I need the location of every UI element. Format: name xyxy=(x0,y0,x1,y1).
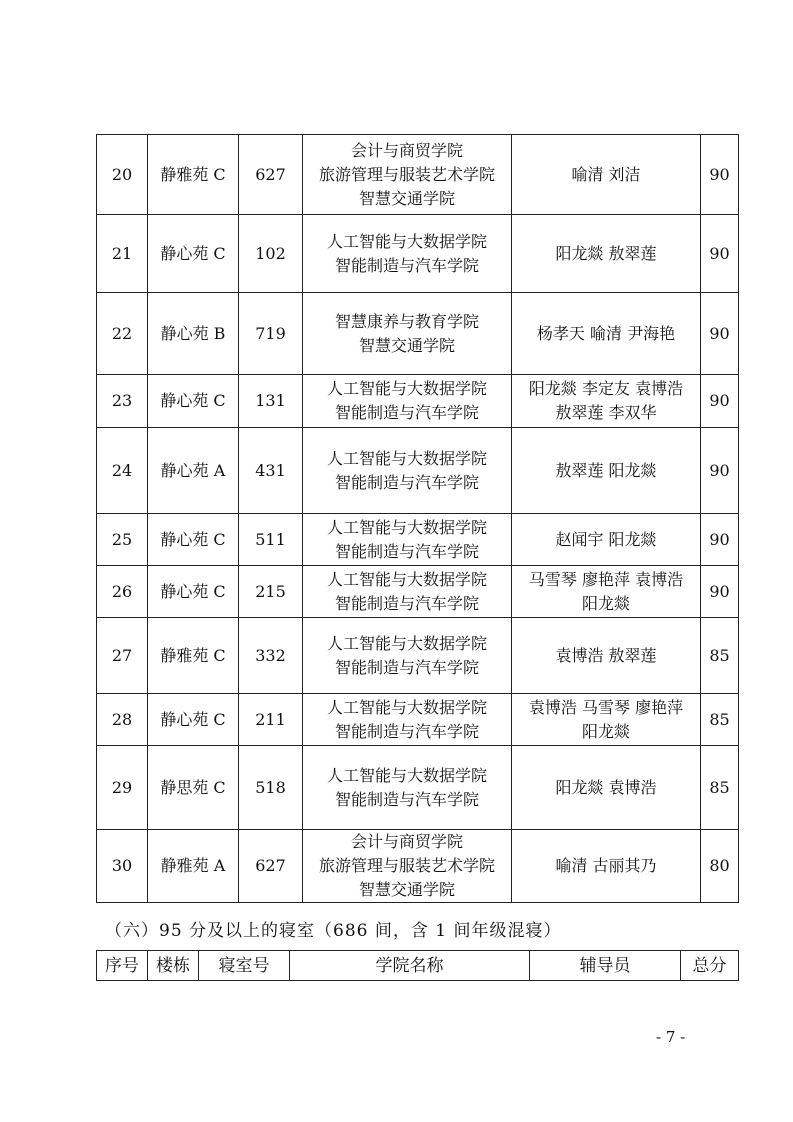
table-row xyxy=(97,694,739,746)
header-college: 学院名称 xyxy=(290,951,530,981)
dormitory-score-table xyxy=(96,134,739,903)
cell-college-line: 人工智能与大数据学院 xyxy=(326,231,487,251)
cell-room: 215 xyxy=(239,566,303,618)
cell-counselor-line: 喻清 古丽其乃 xyxy=(555,856,657,875)
cell-no: 24 xyxy=(97,428,148,514)
cell-counselor xyxy=(512,566,701,618)
cell-counselor xyxy=(512,694,701,746)
cell-counselor-line: 阳龙燚 袁博浩 xyxy=(555,777,657,797)
cell-college-line: 人工智能与大数据学院 xyxy=(326,448,487,468)
cell-building: 静心苑 C xyxy=(148,566,239,618)
cell-college-line: 旅游管理与服装艺术学院 xyxy=(318,856,495,875)
cell-counselor-line: 杨孝天 喻清 尹海艳 xyxy=(536,323,676,343)
cell-room: 211 xyxy=(239,694,303,746)
cell-college-line: 会计与商贸学院 xyxy=(350,140,463,160)
cell-college xyxy=(303,514,512,566)
cell-room: 511 xyxy=(239,514,303,566)
cell-college-line: 智能制造与汽车学院 xyxy=(334,721,479,741)
header-room: 寝室号 xyxy=(199,951,290,981)
cell-college-line: 智能制造与汽车学院 xyxy=(334,541,479,561)
header-no: 序号 xyxy=(97,951,148,981)
cell-college-line: 智慧交通学院 xyxy=(358,335,455,355)
cell-counselor xyxy=(512,830,701,903)
table-row xyxy=(97,215,739,293)
cell-no: 26 xyxy=(97,566,148,618)
cell-building: 静心苑 C xyxy=(148,375,239,428)
cell-college-line: 人工智能与大数据学院 xyxy=(326,633,487,653)
cell-college xyxy=(303,215,512,293)
cell-college xyxy=(303,293,512,375)
cell-counselor xyxy=(512,514,701,566)
cell-no: 20 xyxy=(97,135,148,215)
cell-building: 静心苑 A xyxy=(148,428,239,514)
header-row xyxy=(97,951,739,981)
cell-college xyxy=(303,746,512,830)
cell-counselor-line: 敖翠莲 阳龙燚 xyxy=(555,460,657,480)
cell-score: 85 xyxy=(701,618,739,694)
cell-counselor-line: 阳龙燚 xyxy=(581,593,630,613)
cell-college xyxy=(303,375,512,428)
cell-counselor-line: 喻清 刘洁 xyxy=(571,164,641,184)
cell-college-line: 人工智能与大数据学院 xyxy=(326,765,487,785)
cell-room: 102 xyxy=(239,215,303,293)
cell-counselor xyxy=(512,215,701,293)
cell-college xyxy=(303,618,512,694)
cell-college-line: 智能制造与汽车学院 xyxy=(334,255,479,275)
cell-no: 22 xyxy=(97,293,148,375)
cell-college-line: 人工智能与大数据学院 xyxy=(326,517,487,537)
cell-building: 静心苑 C xyxy=(148,694,239,746)
cell-building: 静心苑 C xyxy=(148,215,239,293)
cell-college xyxy=(303,566,512,618)
cell-college-line: 人工智能与大数据学院 xyxy=(326,379,487,398)
cell-score: 90 xyxy=(701,375,739,428)
table-row xyxy=(97,135,739,215)
cell-no: 30 xyxy=(97,830,148,903)
header-counselor: 辅导员 xyxy=(530,951,681,981)
cell-counselor-line: 阳龙燚 xyxy=(581,721,630,741)
cell-building: 静心苑 B xyxy=(148,293,239,375)
cell-room: 719 xyxy=(239,293,303,375)
cell-room: 431 xyxy=(239,428,303,514)
header-score: 总分 xyxy=(681,951,739,981)
cell-counselor-line: 马雪琴 廖艳萍 袁博浩 xyxy=(528,569,684,589)
cell-counselor xyxy=(512,746,701,830)
cell-college xyxy=(303,135,512,215)
cell-college-line: 智能制造与汽车学院 xyxy=(334,472,479,492)
cell-building: 静雅苑 C xyxy=(148,135,239,215)
cell-no: 28 xyxy=(97,694,148,746)
page-number: - 7 - xyxy=(656,1028,686,1046)
cell-score: 90 xyxy=(701,566,739,618)
cell-no: 25 xyxy=(97,514,148,566)
cell-college-line: 智能制造与汽车学院 xyxy=(334,593,479,613)
cell-counselor-line: 敖翠莲 李双华 xyxy=(555,403,657,422)
table-row xyxy=(97,514,739,566)
cell-college-line: 智能制造与汽车学院 xyxy=(334,789,479,809)
cell-college-line: 智能制造与汽车学院 xyxy=(334,403,479,422)
cell-counselor xyxy=(512,375,701,428)
cell-counselor xyxy=(512,135,701,215)
cell-counselor xyxy=(512,428,701,514)
cell-counselor-line: 袁博浩 敖翠莲 xyxy=(555,645,657,665)
cell-counselor-line: 阳龙燚 敖翠莲 xyxy=(555,243,657,263)
table-row xyxy=(97,746,739,830)
table-row xyxy=(97,375,739,428)
cell-room: 131 xyxy=(239,375,303,428)
cell-score: 90 xyxy=(701,428,739,514)
cell-no: 23 xyxy=(97,375,148,428)
cell-building: 静雅苑 A xyxy=(148,830,239,903)
cell-college xyxy=(303,830,512,903)
cell-score: 85 xyxy=(701,694,739,746)
section-title: （六）95 分及以上的寝室（686 间，含 1 间年级混寝） xyxy=(105,921,562,941)
cell-college xyxy=(303,428,512,514)
cell-no: 27 xyxy=(97,618,148,694)
next-table-header xyxy=(96,950,739,981)
cell-counselor-line: 赵闻宇 阳龙燚 xyxy=(555,529,657,549)
cell-college-line: 旅游管理与服装艺术学院 xyxy=(318,164,495,184)
cell-no: 29 xyxy=(97,746,148,830)
cell-room: 332 xyxy=(239,618,303,694)
cell-no: 21 xyxy=(97,215,148,293)
cell-room: 627 xyxy=(239,135,303,215)
cell-score: 90 xyxy=(701,215,739,293)
cell-score: 90 xyxy=(701,293,739,375)
cell-counselor-line: 袁博浩 马雪琴 廖艳萍 xyxy=(528,697,684,717)
table-row xyxy=(97,618,739,694)
table-row xyxy=(97,830,739,903)
table-row xyxy=(97,293,739,375)
cell-room: 627 xyxy=(239,830,303,903)
cell-college xyxy=(303,694,512,746)
cell-building: 静心苑 C xyxy=(148,514,239,566)
cell-college-line: 人工智能与大数据学院 xyxy=(326,569,487,589)
cell-score: 85 xyxy=(701,746,739,830)
table-row xyxy=(97,566,739,618)
cell-score: 80 xyxy=(701,830,739,903)
cell-college-line: 会计与商贸学院 xyxy=(350,832,463,851)
header-building: 楼栋 xyxy=(148,951,199,981)
cell-college-line: 智慧康养与教育学院 xyxy=(334,311,479,331)
cell-counselor xyxy=(512,618,701,694)
cell-room: 518 xyxy=(239,746,303,830)
cell-counselor-line: 阳龙燚 李定友 袁博浩 xyxy=(528,379,684,398)
cell-college-line: 人工智能与大数据学院 xyxy=(326,697,487,717)
table-row xyxy=(97,428,739,514)
cell-counselor xyxy=(512,293,701,375)
table-body xyxy=(97,135,739,903)
cell-building: 静思苑 C xyxy=(148,746,239,830)
cell-college-line: 智能制造与汽车学院 xyxy=(334,657,479,677)
cell-score: 90 xyxy=(701,135,739,215)
cell-college-line: 智慧交通学院 xyxy=(358,188,455,208)
cell-building: 静雅苑 C xyxy=(148,618,239,694)
cell-college-line: 智慧交通学院 xyxy=(358,880,455,899)
cell-score: 90 xyxy=(701,514,739,566)
